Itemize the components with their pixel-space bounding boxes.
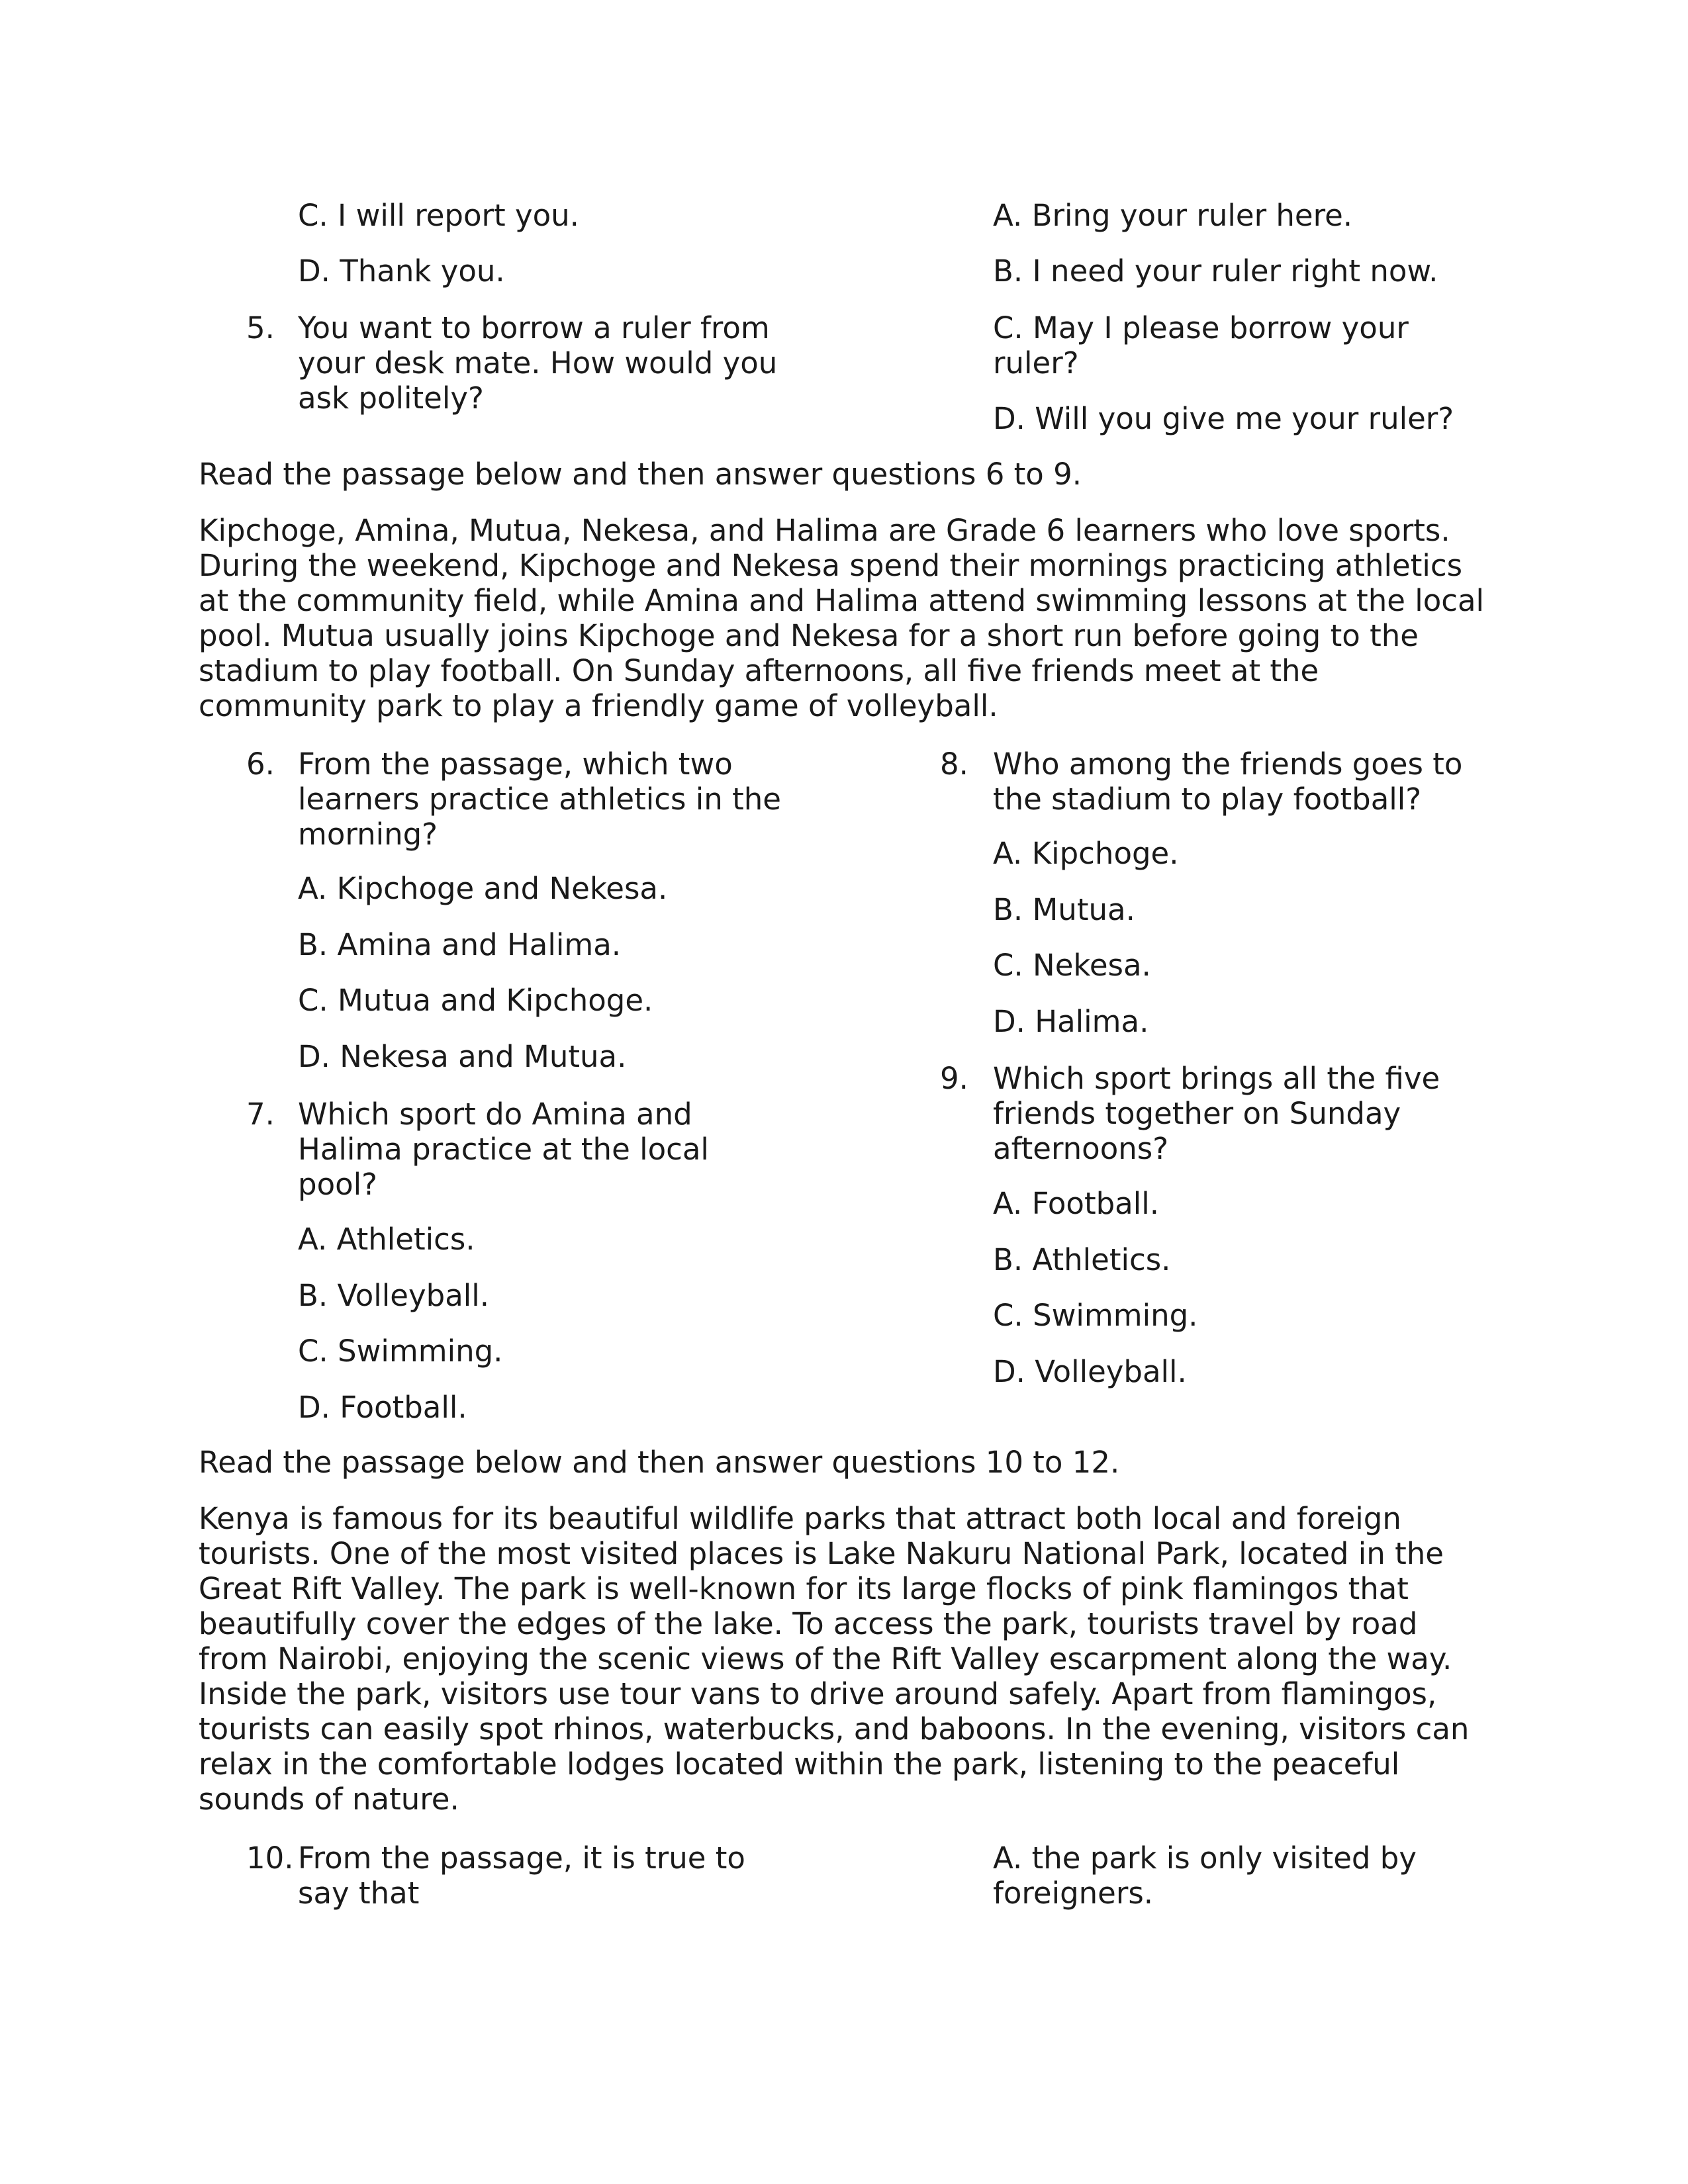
- q9-option-a: A. Football.: [993, 1186, 1160, 1221]
- q7-option-c: C. Swimming.: [298, 1334, 503, 1369]
- q7-option-a: A. Athletics.: [298, 1222, 475, 1257]
- q8-option-c: C. Nekesa.: [993, 948, 1151, 983]
- q5-option-b: B. I need your ruler right now.: [993, 253, 1438, 289]
- q9-question: Which sport brings all the five friends together on Sunday afternoons?: [993, 1061, 1440, 1166]
- q8-option-b: B. Mutua.: [993, 892, 1135, 927]
- instruction-questions-6-to-9: Read the passage below and then answer questions 6 to 9.: [199, 457, 1082, 492]
- q4-option-d: D. Thank you.: [298, 253, 505, 289]
- q6-option-c: C. Mutua and Kipchoge.: [298, 983, 653, 1018]
- q4-option-c: C. I will report you.: [298, 198, 579, 233]
- q7-number: 7.: [246, 1097, 275, 1132]
- q5-option-a: A. Bring your ruler here.: [993, 198, 1353, 233]
- passage-sports: Kipchoge, Amina, Mutua, Nekesa, and Halima are Grade 6 learners who love sports. During the weekend, Kipchoge and Nekesa spend their mornings practicing athletics at the community field, while Amina and Halima attend swimming lessons at the local pool. Mutua usually joins Kipchoge and Nekesa for a short run before going to the stadium to play football. On Sunday afternoons, all five friends meet at the community park to play a friendly game of volleyball.: [199, 513, 1485, 723]
- q10-question: From the passage, it is true to say that: [298, 1841, 745, 1911]
- q9-option-c: C. Swimming.: [993, 1298, 1198, 1333]
- q6-number: 6.: [246, 747, 275, 782]
- q9-option-b: B. Athletics.: [993, 1242, 1171, 1277]
- q7-option-d: D. Football.: [298, 1390, 467, 1425]
- q7-option-b: B. Volleyball.: [298, 1278, 490, 1313]
- q8-option-a: A. Kipchoge.: [993, 836, 1179, 871]
- q8-question: Who among the friends goes to the stadium to play football?: [993, 747, 1463, 817]
- q6-option-a: A. Kipchoge and Nekesa.: [298, 871, 668, 906]
- q5-option-d: D. Will you give me your ruler?: [993, 401, 1454, 436]
- q8-number: 8.: [940, 747, 968, 782]
- q10-number: 10.: [246, 1841, 294, 1876]
- q6-option-d: D. Nekesa and Mutua.: [298, 1039, 627, 1074]
- passage-lake-nakuru: Kenya is famous for its beautiful wildlife parks that attract both local and foreign tourists. One of the most visited places is Lake Nakuru National Park, located in the Great Rift Valley. The park is well-known for its large flocks of pink flamingos that beautifully cover the edges of the lake. To access the park, tourists travel by road from Nairobi, enjoying the scenic views of the Rift Valley escarpment along the way. Inside the park, visitors use tour vans to drive around safely. Apart from flamingos, tourists can easily spot rhinos, waterbucks, and baboons. In the evening, visitors can relax in the comfortable lodges located within the park, listening to the peaceful sounds of nature.: [199, 1501, 1470, 1817]
- q5-option-c: C. May I please borrow your ruler?: [993, 310, 1409, 381]
- q7-question: Which sport do Amina and Halima practice at the local pool?: [298, 1097, 709, 1202]
- q6-question: From the passage, which two learners practice athletics in the morning?: [298, 747, 781, 852]
- q6-option-b: B. Amina and Halima.: [298, 927, 622, 962]
- q5-question: You want to borrow a ruler from your desk mate. How would you ask politely?: [298, 310, 778, 416]
- q10-option-a: A. the park is only visited by foreigners.: [993, 1841, 1417, 1911]
- instruction-questions-10-to-12: Read the passage below and then answer questions 10 to 12.: [199, 1445, 1120, 1480]
- q8-option-d: D. Halima.: [993, 1004, 1149, 1039]
- q9-number: 9.: [940, 1061, 968, 1096]
- q5-number: 5.: [246, 310, 275, 345]
- q9-option-d: D. Volleyball.: [993, 1354, 1187, 1389]
